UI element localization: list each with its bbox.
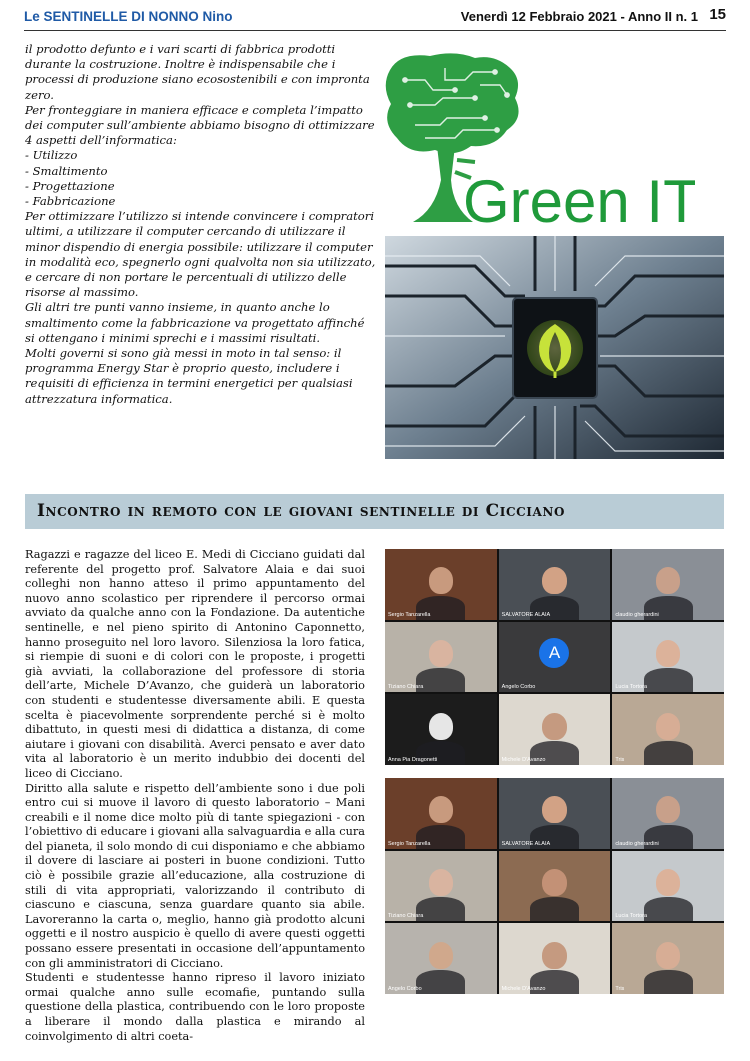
participant-face [429, 640, 454, 667]
participant-name: Anna Pia Dragonetti [388, 756, 438, 763]
participant-name: Tris [615, 756, 625, 763]
participant-body [416, 668, 465, 692]
participant-tile [499, 923, 611, 994]
participant-face [656, 942, 681, 969]
participant-name: Tiziano Chiara [388, 684, 424, 691]
participant-name: Tris [615, 985, 625, 992]
participant-body [416, 897, 465, 921]
participant-body [644, 897, 693, 921]
paragraph: Per fronteggiare in maniera efficace e completa l’impatto dei computer sull’ambiente abbiamo bisogno di ottimizzare 4 aspetti dell’informatica: [25, 102, 375, 148]
participant-body [530, 897, 579, 921]
participant-face [542, 713, 567, 740]
participant-tile [499, 851, 611, 922]
participant-name: Michele D'Avanzo [501, 985, 546, 992]
participant-name: SALVATORE ALAIA [501, 611, 551, 618]
participant-tile [499, 622, 611, 693]
paragraph: Gli altri tre punti vanno insieme, in quanto anche lo smaltimento come la fabbricazione va progettato affinché si ottengano i minimi sprechi e i massimi risultati. [25, 300, 365, 345]
participant-face [656, 640, 681, 667]
header-rule [24, 30, 726, 31]
page-number: 15 [709, 6, 726, 23]
participant-name: Angelo Corbo [388, 985, 422, 992]
participant-tile [612, 622, 724, 693]
participant-tile [385, 622, 497, 693]
participant-face [542, 942, 567, 969]
participant-tile [499, 549, 611, 620]
page-header [24, 8, 726, 28]
paragraph: Ragazzi e ragazze del liceo E. Medi di Cicciano guidati dal referente del progetto prof. Salvatore Alaia e dai suoi colleghi non hanno atteso il primo appuntamento del nuovo anno scolastico per riprendere il percorso ormai avviato da qualche anno con la Fondazione. Da autentiche sentinelle, e nel pieno spirito di Antonino Caponnetto, hanno proseguito nel loro lavoro. Silenziosa la loro fatica, si riempie di suoni e di colori con le proposte, i progetti già avviati, la collaborazione del professore di storia dell’arte, Michele D’Avanzo, che guiderà un laboratorio con studenti e studentesse diversamente abili. E questa scelta è piacevolmente sorprendente perché si è molto dibattuto, in questi mesi di didattica a distanza, di come aiutare i giovani con disabilità. Averci pensato e aver dato vita al laboratorio è un merito indubbio dei docenti del liceo di Cicciano. [25, 548, 365, 780]
article-cicciano-text [25, 548, 365, 1044]
participant-body [644, 741, 693, 765]
list-item: - Fabbricazione [25, 194, 116, 209]
participant-tile [385, 923, 497, 994]
participant-name: Sergio Tanzarella [388, 611, 431, 618]
participant-face [542, 567, 567, 594]
participant-face [429, 713, 454, 740]
section-header [25, 494, 724, 529]
participant-name: claudio gherardini [615, 840, 659, 847]
article-green-it-text [25, 42, 377, 407]
participant-name: Angelo Corbo [501, 684, 536, 691]
participant-name: Tiziano Chiara [388, 913, 424, 920]
participant-face [656, 567, 681, 594]
participant-body [644, 668, 693, 692]
participant-name: Sergio Tanzarella [388, 840, 431, 847]
participant-tile [385, 549, 497, 620]
list-item: - Utilizzo [25, 148, 78, 163]
participant-face [656, 869, 681, 896]
participant-tile [612, 694, 724, 765]
participant-face [429, 567, 454, 594]
issue-date: Venerdì 12 Febbraio 2021 - Anno II n. 1 [460, 9, 698, 24]
paragraph: Diritto alla salute e rispetto dell’ambiente sono i due poli entro cui si muove il lavoro di questo laboratorio – Mani creabili e il nome dice molto più di tante spiegazioni - con l’obiettivo di educare i giovani alla salvaguardia e alla cura del pianeta, il solo mondo di cui disponiamo e che abbiamo il dovere di lasciare ai posteri in buone condizioni. Tutto ciò è possibile grazie all’educazione, alla costruzione di stili di vita appropriati, valorizzando il contributo di ciascuno e ciascuna, senza guardare quanto sia abile. Lavoreranno la carta o, meglio, hanno già prodotto alcuni oggetti e il nostro auspicio è quello di avere questi oggetti possano essere presentati in occasione dell’appuntamento con gli amministratori di Cicciano. [25, 781, 365, 970]
participant-face [656, 796, 681, 823]
participant-tile [385, 778, 497, 849]
participant-name: Michele D'Avanzo [501, 756, 546, 763]
participant-tile [612, 778, 724, 849]
list-item: - Smaltimento [25, 163, 108, 178]
participant-face [429, 869, 454, 896]
green-it-logo [385, 50, 695, 228]
participant-name: claudio gherardini [615, 611, 659, 618]
section-title: Incontro in remoto con le giovani sentinelle di Cicciano [37, 501, 566, 521]
participant-face [542, 796, 567, 823]
participant-face [429, 796, 454, 823]
participant-tile [612, 851, 724, 922]
circuit-tree-icon [385, 50, 695, 228]
list-item: - Progettazione [25, 178, 115, 193]
participant-tile [612, 923, 724, 994]
logo-text: Green IT [463, 168, 695, 228]
video-call-screenshot-1 [385, 549, 724, 765]
participant-name: SALVATORE ALAIA [501, 840, 551, 847]
video-call-screenshot-2 [385, 778, 724, 994]
circuit-chip-image [385, 236, 724, 459]
participant-body [416, 970, 465, 994]
participant-tile [385, 694, 497, 765]
participant-name: Lucia Tortora [615, 684, 648, 691]
participant-tile [499, 694, 611, 765]
participant-face [656, 713, 681, 740]
participant-name: Lucia Tortora [615, 913, 648, 920]
paragraph: Studenti e studentesse hanno ripreso il lavoro iniziato ormai qualche anno sulle ecomafie, puntando sulla questione della plastica, contribuendo con le loro proposte a liberare il mondo dalla plastica e mirando al coinvolgimento di altri coeta- [25, 971, 365, 1043]
participant-tile [499, 778, 611, 849]
participant-face [429, 942, 454, 969]
participant-body [644, 970, 693, 994]
avatar: A [539, 638, 569, 668]
paragraph: Molti governi si sono già messi in moto in tal senso: il programma Energy Star è proprio questo, includere i requisiti di efficienza in termini energetici per qualsiasi attrezzatura informatica. [25, 346, 353, 406]
participant-tile [385, 851, 497, 922]
paragraph: il prodotto defunto e i vari scarti di fabbrica prodotti durante la costruzione. Inoltre è indispensabile che i processi di produzione siano ecosostenibili e con impronta zero. [25, 42, 370, 102]
publication-title: Le SENTINELLE DI NONNO Nino [24, 9, 233, 24]
paragraph: Per ottimizzare l’utilizzo si intende convincere i compratori ultimi, a utilizzare il computer cercando di utilizzare il minor dispendio di energia possibile: utilizzare il computer in modalità eco, spegnerlo ogni qualvolta non sia utilizzato, e cercare di non portare le percentuali di utilizzo delle risorse al massimo. [25, 209, 376, 300]
circuit-board-icon [385, 236, 724, 459]
participant-tile [612, 549, 724, 620]
participant-face [542, 869, 567, 896]
